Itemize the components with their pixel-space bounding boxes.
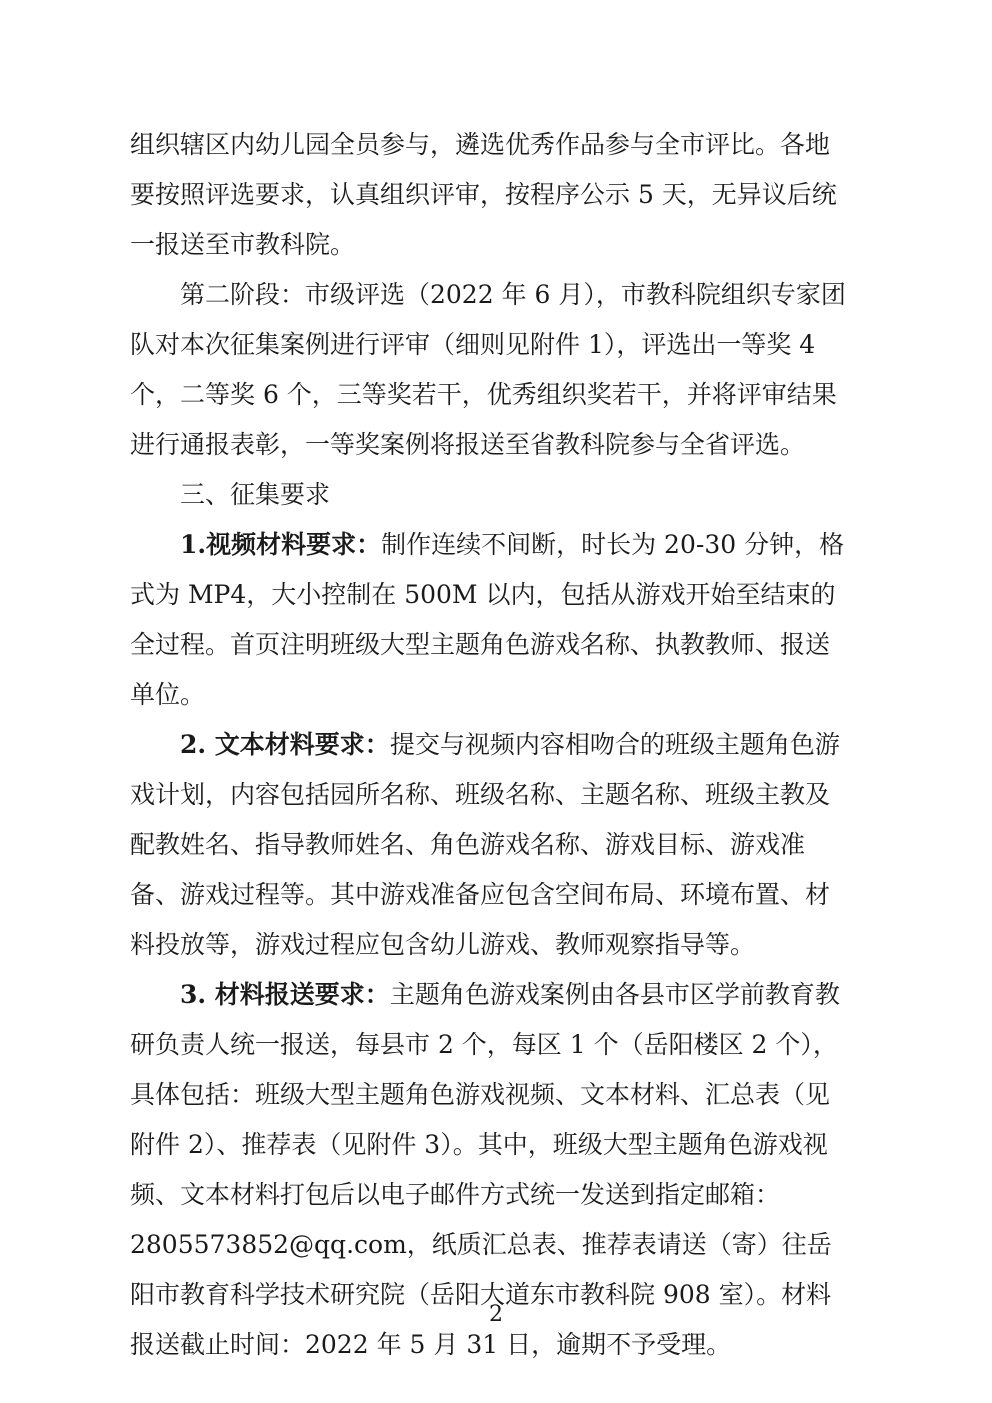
section-heading-requirements: 三、征集要求 [180,480,331,509]
requirement-submission-body: 主题角色游戏案例由各县市区学前教育教研负责人统一报送，每县市 2 个，每区 1 个（岳阳楼区 2 个），具体包括：班级大型主题角色游戏视频、文本材料、汇总表（见附件 2）、推荐表（见附件 3）。其中，班级大型主题角色游戏视频、文本材料打包后以电子邮件方式统一发送到指定邮箱：2805573852@qq.com，纸质汇总表、推荐表请送（寄）往岳阳市教育科学技术研究院（岳阳大道东市教科院 908 室）。材料报送截止时间：2022 年 5 月 31 日，逾期不予受理。 [130,980,840,1359]
requirement-text-body: 提交与视频内容相吻合的班级主题角色游戏计划，内容包括园所名称、班级名称、主题名称、班级主教及配教姓名、指导教师姓名、角色游戏名称、游戏目标、游戏准备、游戏过程等。其中游戏准备应包含空间布局、环境布置、材料投放等，游戏过程应包含幼儿游戏、教师观察指导等。 [130,730,840,959]
page-number: 2 [489,1302,503,1327]
requirement-text [130,720,846,970]
paragraph-stage-one-tail: 组织辖区内幼儿园全员参与，遴选优秀作品参与全市评比。各地要按照评选要求，认真组织评审，按程序公示 5 天，无异议后统一报送至市教科院。 [130,130,837,259]
requirement-submission-lead: 3. 材料报送要求： [180,980,390,1009]
requirement-video-body: 制作连续不间断，时长为 20-30 分钟，格式为 MP4，大小控制在 500M 以内，包括从游戏开始至结束的全过程。首页注明班级大型主题角色游戏名称、执教教师、报送单位。 [130,530,845,709]
requirement-video [130,520,846,720]
paragraph-stage-two: 第二阶段：市级评选（2022 年 6 月），市教科院组织专家团队对本次征集案例进行评审（细则见附件 1），评选出一等奖 4 个，二等奖 6 个，三等奖若干，优秀组织奖若干，并将评审结果进行通报表彰，一等奖案例将报送至省教科院参与全省评选。 [130,280,846,459]
requirement-video-lead: 1.视频材料要求： [180,530,382,559]
document-body [130,120,846,1370]
requirement-text-lead: 2. 文本材料要求： [180,730,390,759]
